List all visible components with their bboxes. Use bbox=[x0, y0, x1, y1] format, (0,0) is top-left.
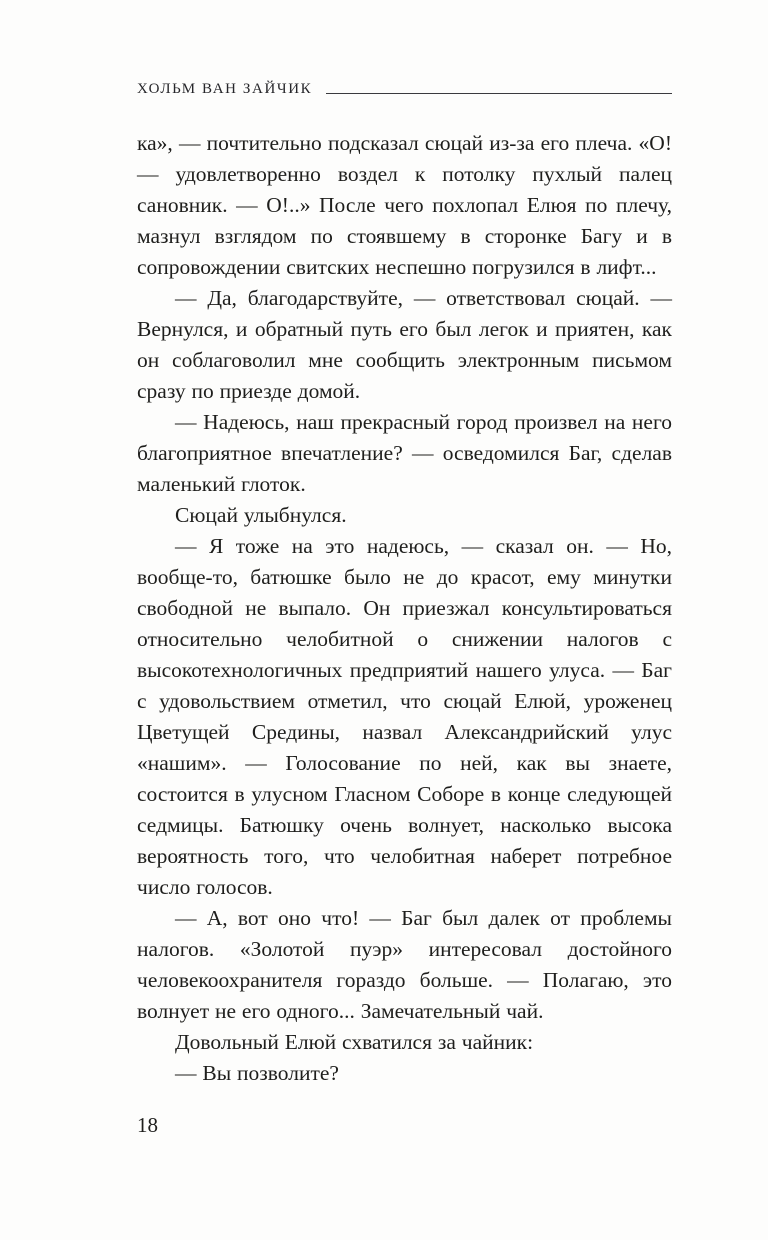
paragraph: Сюцай улыбнулся. bbox=[175, 503, 347, 527]
paragraph-continuation: ка», — почтительно подсказал сюцай из-за его плеча. «О! — удовлетворенно воздел к потолку пухлый палец сановник. — О!..» После чего похлопал Елюя по плечу, мазнул взглядом по стоявшему в сторонке Багу и в сопровождении свитских неспешно погрузился в лифт... bbox=[137, 131, 672, 279]
paragraph: — Вы позволите? bbox=[175, 1061, 339, 1085]
running-header-author: ХОЛЬМ ВАН ЗАЙЧИК bbox=[137, 81, 313, 97]
body-text bbox=[137, 128, 672, 1089]
header-rule bbox=[326, 93, 672, 94]
paragraph: — Да, благодарствуйте, — ответствовал сюцай. — Вернулся, и обратный путь его был легок и приятен, как он соблаговолил мне сообщить электронным письмом сразу по приезде домой. bbox=[137, 286, 672, 403]
paragraph: — А, вот оно что! — Баг был далек от проблемы налогов. «Золотой пуэр» интересовал достойного человекоохранителя гораздо больше. — Полагаю, это волнует не его одного... Замечательный чай. bbox=[137, 906, 672, 1023]
running-header bbox=[137, 76, 672, 98]
paragraph: — Надеюсь, наш прекрасный город произвел на него благоприятное впечатление? — осведомился Баг, сделав маленький глоток. bbox=[137, 410, 672, 496]
paragraph: — Я тоже на это надеюсь, — сказал он. — Но, вообще-то, батюшке было не до красот, ему минутки свободной не выпало. Он приезжал консультироваться относительно челобитной о снижении налогов с высокотехнологичных предприятий нашего улуса. — Баг с удовольствием отметил, что сюцай Елюй, уроженец Цветущей Средины, назвал Александрийский улус «нашим». — Голосование по ней, как вы знаете, состоится в улусном Гласном Соборе в конце следующей седмицы. Батюшку очень волнует, насколько высока вероятность того, что челобитная наберет потребное число голосов. bbox=[137, 534, 672, 899]
page-number: 18 bbox=[137, 1113, 158, 1137]
page-footer bbox=[137, 1113, 672, 1138]
paragraph: Довольный Елюй схватился за чайник: bbox=[175, 1030, 534, 1054]
